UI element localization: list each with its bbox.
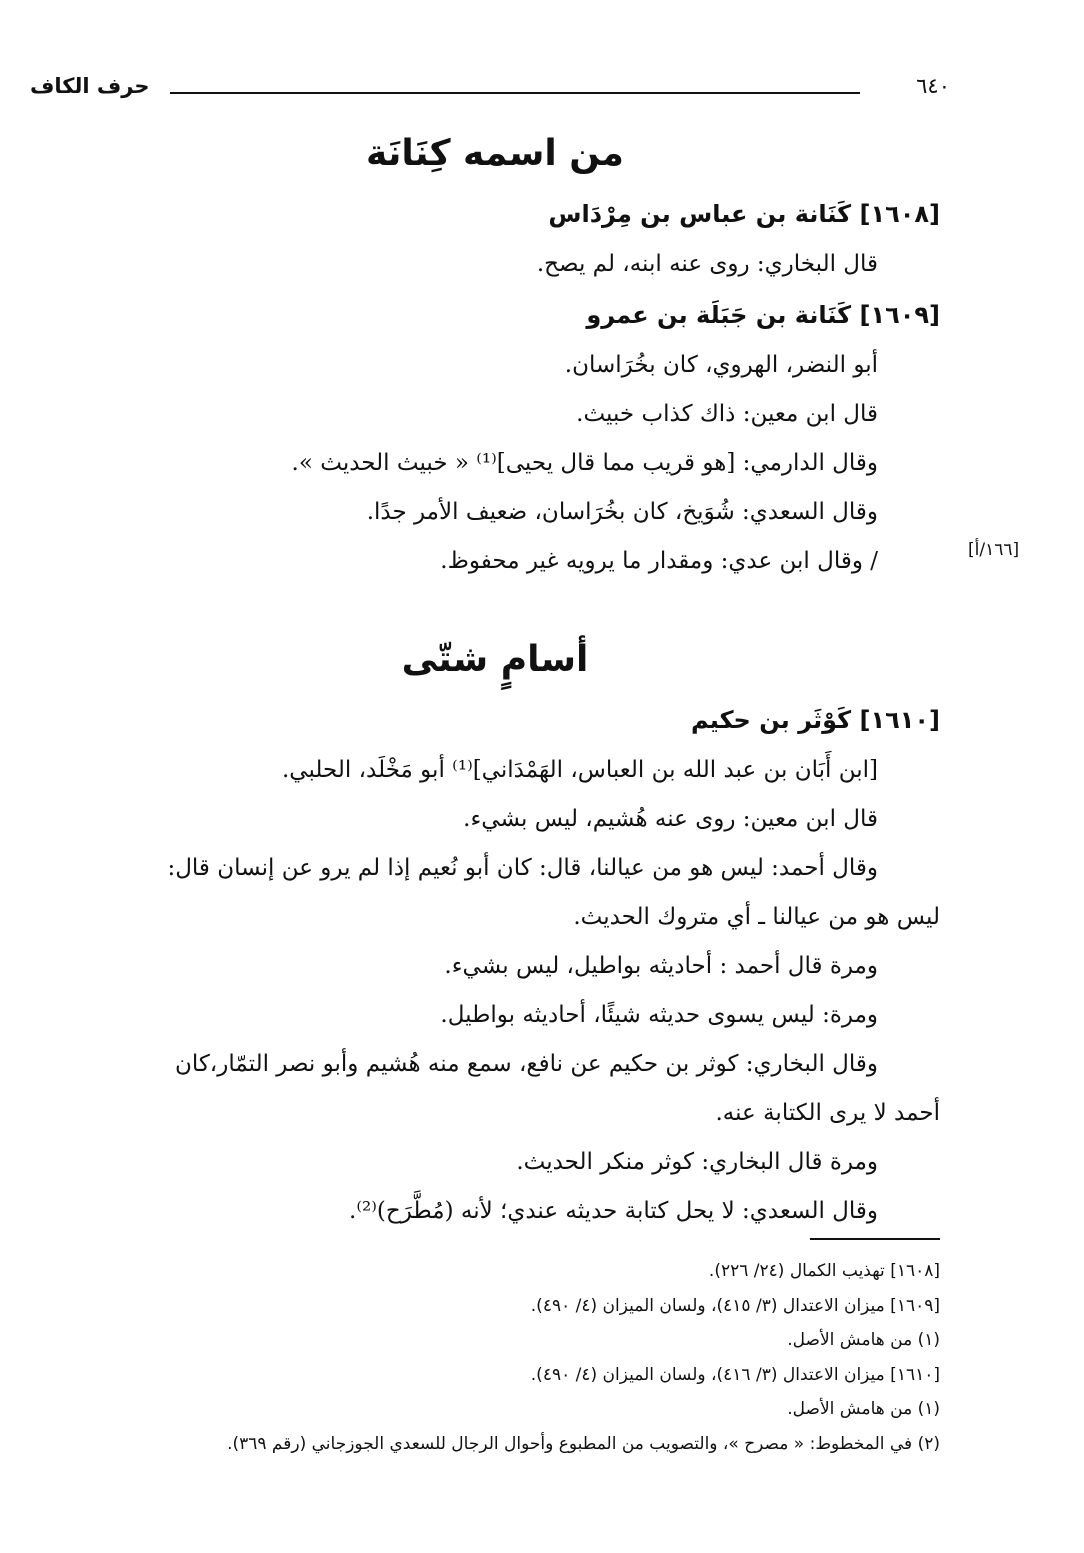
page-number: ٦٤٠	[916, 74, 950, 98]
entry-line: قال ابن معين: ذاك كذاب خبيث.	[576, 401, 878, 427]
entry-line: / وقال ابن عدي: ومقدار ما يرويه غير محفوظ.	[440, 548, 878, 574]
entry-line: ومرة قال البخاري: كوثر منكر الحديث.	[516, 1149, 878, 1175]
entry-line: ومرة: ليس يسوى حديثه شيئًا، أحاديثه بواطيل.	[440, 1002, 878, 1028]
running-header	[30, 74, 950, 110]
entry-line: وقال السعدي: شُوَيخ، كان بخُرَاسان، ضعيف الأمر جدًا.	[366, 499, 878, 525]
footnote: [١٦١٠] ميزان الاعتدال (٣/ ٤١٦)، ولسان الميزان (٤/ ٤٩٠).	[530, 1364, 940, 1385]
footnote-rule	[810, 1238, 940, 1240]
entry-line: [ابن أَبَان بن عبد الله بن العباس، الهَمْدَاني]⁽¹⁾ أبو مَخْلَد، الحلبي.	[282, 757, 878, 783]
entry-line: قال ابن معين: روى عنه هُشيم، ليس بشيء.	[463, 806, 878, 832]
footnote: (١) من هامش الأصل.	[787, 1330, 940, 1350]
footnote: [١٦٠٨] تهذيب الكمال (٢٤/ ٢٢٦).	[708, 1261, 940, 1281]
footnote: (١) من هامش الأصل.	[787, 1399, 940, 1419]
entry-line: ليس هو من عيالنا ـ أي متروك الحديث.	[573, 904, 940, 930]
footnotes	[80, 1254, 940, 1461]
entry-line: وقال الدارمي: [هو قريب مما قال يحيى]⁽¹⁾ « خبيث الحديث ».	[291, 450, 878, 476]
section-title-kinana: من اسمه كِنَانَة	[366, 133, 624, 174]
entry-heading-1609: [١٦٠٩] كَنَانة بن جَبَلَة بن عمرو	[586, 301, 940, 329]
header-rule	[170, 92, 860, 94]
footnote: (٢) في المخطوط: « مصرح »، والتصويب من المطبوع وأحوال الرجال للسعدي الجوزجاني (رقم ٣٦٩).	[227, 1433, 940, 1454]
manuscript-folio-ref: [١٦٦/أ]	[968, 540, 1020, 560]
entry-line: أبو النضر، الهروي، كان بخُرَاسان.	[564, 352, 878, 378]
entry-line: وقال البخاري: كوثر بن حكيم عن نافع، سمع منه هُشيم وأبو نصر التمّار،كان	[174, 1051, 878, 1077]
main-text	[50, 120, 940, 1236]
section-title-misc: أسامٍ شتّى	[401, 639, 589, 680]
chapter-title: حرف الكاف	[30, 74, 150, 98]
entry-line: وقال السعدي: لا يحل كتابة حديثه عندي؛ لأنه (مُطَّرَح)⁽²⁾.	[349, 1198, 878, 1224]
entry-line: قال البخاري: روى عنه ابنه، لم يصح.	[536, 251, 878, 277]
footnote: [١٦٠٩] ميزان الاعتدال (٣/ ٤١٥)، ولسان الميزان (٤/ ٤٩٠).	[530, 1295, 940, 1316]
entry-line: ومرة قال أحمد : أحاديثه بواطيل، ليس بشيء.	[444, 953, 878, 979]
entry-line: أحمد لا يرى الكتابة عنه.	[715, 1100, 940, 1126]
entry-heading-1610: [١٦١٠] كَوْثَر بن حكيم	[690, 706, 940, 734]
entry-heading-1608: [١٦٠٨] كَنَانة بن عباس بن مِرْدَاس	[548, 200, 940, 228]
entry-line: وقال أحمد: ليس هو من عيالنا، قال: كان أبو نُعيم إذا لم يرو عن إنسان قال:	[167, 855, 878, 881]
